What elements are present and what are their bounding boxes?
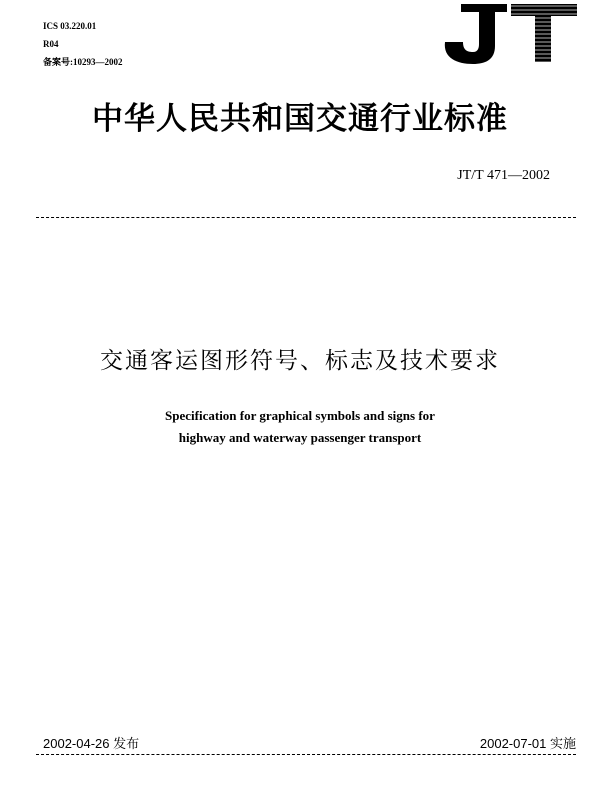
divider-bottom — [36, 754, 576, 755]
publish-date: 2002-04-26 发布 — [43, 736, 140, 751]
record-number: 备案号:10293—2002 — [43, 57, 123, 67]
divider-top — [36, 217, 576, 218]
standard-number: JT/T 471—2002 — [457, 168, 550, 183]
english-title-line-1: Specification for graphical symbols and signs for — [165, 408, 435, 423]
ics-code: ICS 03.220.01 — [43, 21, 97, 31]
classification-code: R04 — [43, 39, 59, 49]
chinese-title: 交通客运图形符号、标志及技术要求 — [100, 348, 500, 374]
implement-date: 2002-07-01 实施 — [479, 736, 576, 751]
jt-logo — [437, 0, 582, 66]
header-metadata — [43, 17, 123, 71]
issuer-title: 中华人民共和国交通行业标准 — [92, 101, 508, 137]
english-title — [0, 405, 600, 449]
english-title-line-2: highway and waterway passenger transport — [178, 430, 422, 445]
